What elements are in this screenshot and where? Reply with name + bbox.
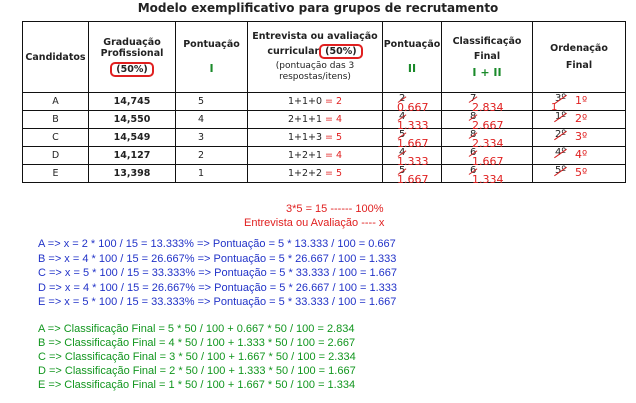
entrevista-sum: 2+1+1 xyxy=(287,114,322,125)
pontuacao-value: 2 xyxy=(198,150,205,161)
entrevista-total: = 4 xyxy=(325,150,343,161)
classificacao-old-value: 6 xyxy=(470,165,477,176)
graduacao-value: 13,398 xyxy=(113,168,151,179)
header-pontuacao xyxy=(176,22,248,93)
cell-pontuacao2 xyxy=(383,165,442,186)
ordenacao-new-value: 1º xyxy=(575,94,588,107)
cell-classificacao xyxy=(442,111,533,132)
final-classification-line: A => Classificação Final = 5 * 50 / 100 + 0.667 * 50 / 100 = 2.834 xyxy=(38,323,355,335)
cell-ordenacao xyxy=(533,93,626,111)
ordenacao-annotation: 1 xyxy=(551,102,558,113)
cell-graduacao xyxy=(89,129,176,147)
header-candidatos xyxy=(23,22,89,93)
cell-pontuacao2 xyxy=(383,111,442,132)
ordenacao-new-value: 4º xyxy=(575,148,588,161)
classificacao-formula-mark: I + II xyxy=(472,65,502,79)
classificacao-old-value: 8 xyxy=(470,129,477,140)
cell-ordenacao xyxy=(533,111,626,129)
score-calculation-line: A => x = 2 * 100 / 15 = 13.333% => Pontuação = 5 * 13.333 / 100 = 0.667 xyxy=(38,238,396,250)
entrevista-total: = 4 xyxy=(325,114,343,125)
cell-classificacao xyxy=(442,165,533,186)
header-ordenacao-line2: Final xyxy=(565,60,593,71)
classificacao-new-value: 1.334 xyxy=(472,173,504,186)
score-calculation-line: B => x = 4 * 100 / 15 = 26.667% => Pontuação = 5 * 26.667 / 100 = 1.333 xyxy=(38,252,397,265)
final-classification-line: D => Classificação Final = 2 * 50 / 100 + 1.333 * 50 / 100 = 1.667 xyxy=(38,365,356,377)
final-classification-line: B => Classificação Final = 4 * 50 / 100 + 1.333 * 50 / 100 = 2.667 xyxy=(38,337,356,349)
classificacao-new-value: 2.834 xyxy=(472,101,504,114)
ordenacao-old-value: 3º xyxy=(555,93,567,104)
classificacao-new-value: 2.334 xyxy=(472,137,504,150)
score-calculation-line: E => x = 5 * 100 / 15 = 33.333% => Pontuação = 5 * 33.333 / 100 = 1.667 xyxy=(38,296,397,308)
cell-pontuacao2 xyxy=(383,129,442,150)
header-ordenacao xyxy=(533,22,626,93)
cell-candidato xyxy=(23,93,89,111)
header-graduacao-line1: Graduação xyxy=(103,37,161,48)
pontuacao2-new-value: 0.667 xyxy=(397,101,429,114)
header-entrevista-line1: Entrevista ou avaliação xyxy=(252,31,378,42)
pontuacao-value: 3 xyxy=(198,132,205,143)
cell-entrevista xyxy=(248,93,383,111)
pontuacao2-roman-mark: II xyxy=(407,62,417,75)
pontuacao-value: 5 xyxy=(198,96,205,107)
page-title: Modelo exemplificativo para grupos de recrutamento xyxy=(137,1,499,15)
header-entrevista-note2: respostas/itens) xyxy=(279,72,351,82)
header-pontuacao2 xyxy=(383,22,442,93)
cell-entrevista xyxy=(248,147,383,165)
candidato-value: C xyxy=(52,132,59,143)
cell-graduacao xyxy=(89,147,176,165)
ordenacao-new-value: 5º xyxy=(575,166,588,179)
classificacao-new-value: 1.667 xyxy=(472,155,504,168)
cell-candidato xyxy=(23,165,89,183)
pontuacao-value: 4 xyxy=(198,114,205,125)
cell-pontuacao xyxy=(176,93,248,111)
pontuacao-roman-mark: I xyxy=(209,62,214,75)
cell-pontuacao xyxy=(176,165,248,183)
cell-graduacao xyxy=(89,165,176,183)
candidato-value: A xyxy=(52,96,59,107)
header-classificacao-line1: Classificação xyxy=(452,35,522,47)
entrevista-sum: 1+1+3 xyxy=(287,132,322,143)
candidato-value: D xyxy=(51,150,60,161)
header-entrevista-line2: curricular xyxy=(267,46,320,57)
pontuacao2-new-value: 1.333 xyxy=(397,119,429,132)
pontuacao2-new-value: 1.667 xyxy=(397,173,429,186)
table-header-row xyxy=(23,22,626,93)
graduacao-value: 14,550 xyxy=(113,114,151,125)
cell-entrevista xyxy=(248,165,383,183)
cell-classificacao xyxy=(442,129,533,150)
cell-ordenacao xyxy=(533,147,626,165)
proportion-note-line2: Entrevista ou Avaliação ---- x xyxy=(244,217,385,229)
proportion-note-line1: 3*5 = 15 ------ 100% xyxy=(286,203,384,215)
ordenacao-old-value: 1º xyxy=(555,111,567,122)
pontuacao2-old-value: 5 xyxy=(399,129,406,140)
score-calculation-line: D => x = 4 * 100 / 15 = 26.667% => Pontuação = 5 * 26.667 / 100 = 1.333 xyxy=(38,281,398,294)
cell-classificacao xyxy=(442,147,533,168)
recruitment-table xyxy=(22,21,626,186)
graduacao-value: 14,745 xyxy=(113,96,151,107)
entrevista-sum: 1+2+1 xyxy=(287,150,322,161)
classificacao-new-value: 2.667 xyxy=(472,119,504,132)
cell-pontuacao2 xyxy=(383,93,442,114)
header-ordenacao-line1: Ordenação xyxy=(550,43,608,54)
ordenacao-old-value: 2º xyxy=(555,129,567,140)
header-graduacao xyxy=(89,22,176,93)
final-classification-line: E => Classificação Final = 1 * 50 / 100 + 1.667 * 50 / 100 = 1.334 xyxy=(38,379,356,391)
header-classificacao xyxy=(442,22,533,93)
cell-graduacao xyxy=(89,93,176,111)
table-row xyxy=(23,147,626,165)
graduacao-value: 14,127 xyxy=(113,150,151,161)
pontuacao2-new-value: 1.667 xyxy=(397,137,429,150)
header-entrevista-note1: (pontuação das 3 xyxy=(275,61,355,71)
entrevista-total: = 5 xyxy=(325,168,343,179)
classificacao-old-value: 8 xyxy=(470,111,477,122)
cell-candidato xyxy=(23,111,89,129)
cell-pontuacao xyxy=(176,129,248,147)
entrevista-weight-badge: (50%) xyxy=(319,44,362,59)
pontuacao-value: 1 xyxy=(198,168,205,179)
cell-pontuacao2 xyxy=(383,147,442,168)
table-row xyxy=(23,165,626,183)
ordenacao-old-value: 4º xyxy=(555,147,567,158)
table-row xyxy=(23,129,626,147)
header-candidatos-label: Candidatos xyxy=(25,51,86,63)
score-calculation-line: C => x = 5 * 100 / 15 = 33.333% => Pontuação = 5 * 33.333 / 100 = 1.667 xyxy=(38,267,398,279)
cell-ordenacao xyxy=(533,165,626,183)
header-pontuacao2-label: Pontuação xyxy=(383,39,441,50)
cell-entrevista xyxy=(248,111,383,129)
table-row xyxy=(23,111,626,129)
cell-classificacao xyxy=(442,93,533,114)
classificacao-old-value: 6 xyxy=(470,147,477,158)
ordenacao-new-value: 3º xyxy=(575,130,588,143)
ordenacao-old-value: 5º xyxy=(555,165,567,176)
final-classification-line: C => Classificação Final = 3 * 50 / 100 + 1.667 * 50 / 100 = 2.334 xyxy=(38,351,356,363)
cell-pontuacao xyxy=(176,147,248,165)
header-pontuacao-label: Pontuação xyxy=(183,39,240,50)
header-classificacao-line2: Final xyxy=(473,50,501,62)
pontuacao2-old-value: 4 xyxy=(399,111,406,122)
classificacao-old-value: 7 xyxy=(470,93,477,104)
graduacao-weight-badge: (50%) xyxy=(110,62,153,77)
candidato-value: B xyxy=(52,114,59,125)
pontuacao2-old-value: 5 xyxy=(399,165,406,176)
entrevista-total: = 5 xyxy=(325,132,343,143)
pontuacao2-old-value: 4 xyxy=(399,147,406,158)
cell-candidato xyxy=(23,147,89,165)
entrevista-total: = 2 xyxy=(325,96,343,107)
entrevista-sum: 1+2+2 xyxy=(287,168,322,179)
cell-candidato xyxy=(23,129,89,147)
cell-entrevista xyxy=(248,129,383,147)
ordenacao-new-value: 2º xyxy=(575,112,588,125)
cell-graduacao xyxy=(89,111,176,129)
candidato-value: E xyxy=(52,168,59,179)
graduacao-value: 14,549 xyxy=(113,132,151,143)
cell-pontuacao xyxy=(176,111,248,129)
cell-ordenacao xyxy=(533,129,626,147)
pontuacao2-old-value: 2 xyxy=(399,93,406,104)
pontuacao2-new-value: 1.333 xyxy=(397,155,429,168)
header-graduacao-line2: Profissional xyxy=(100,48,164,59)
table-row xyxy=(23,93,626,111)
header-entrevista xyxy=(248,22,383,93)
entrevista-sum: 1+1+0 xyxy=(287,96,322,107)
